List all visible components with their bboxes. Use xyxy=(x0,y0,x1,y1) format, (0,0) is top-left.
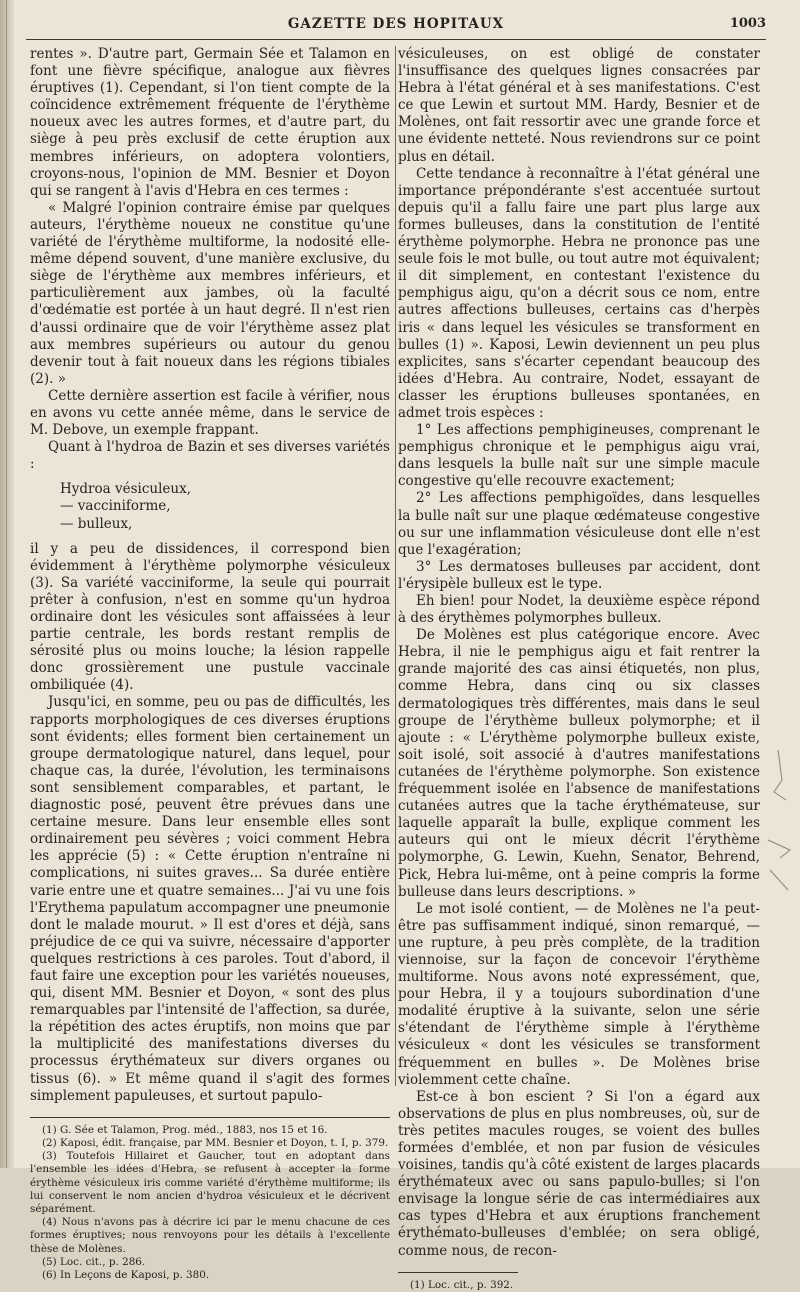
list-item: — bulleux, xyxy=(60,515,133,532)
column-divider xyxy=(395,46,396,1086)
paragraph: rentes ». D'autre part, Germain Sée et Talamon en font une fièvre spécifique, analogue aux fièvres éruptives (1). Cependant, si l'on tient compte de la coïncidence extrêmement fréquente de l'érythème noueux avec les autres formes, et d'autre part, du siège à peu près exclusif de cette éruption aux membres inférieurs, on adoptera volontiers, croyons-nous, l'opinion de MM. Besnier et Doyon qui se rangent à l'avis d'Hebra en ces termes : xyxy=(30,46,390,199)
footnotes xyxy=(398,1279,760,1292)
page-number: 1003 xyxy=(729,16,766,31)
paragraph: Eh bien! pour Nodet, la deuxième espèce répond à des érythèmes polymorphes bulleux. xyxy=(398,593,760,627)
binding-spine xyxy=(0,0,14,1168)
footnote: (4) Nous n'avons pas à décrire ici par le menu chacune de ces formes éruptives; nous renvoyons pour les détails à l'excellente thèse de Molènes. xyxy=(30,1216,390,1255)
footnote-rule xyxy=(398,1272,518,1273)
paragraph: Jusqu'ici, en somme, peu ou pas de difficultés, les rapports morphologiques de ces diverses éruptions sont évidents; elles forment bien certainement un groupe dermatologique naturel, dans lequel, pour chaque cas, la durée, l'évolution, les terminaisons sont sensiblement comparables, et partant, le diagnostic posé, peuvent être prévues dans une certaine mesure. Dans leur ensemble elles sont ordinairement peu sévères ; voici comment Hebra les apprécie (5) : « Cette éruption n'entraîne ni complications, ni suites graves... Sa durée entière varie entre une et quatre semaines... J'ai vu une fois l'Erythema papulatum accompagner une pneumonie dont le malade mourut. » Il est d'ores et déjà, sans préjudice de ce qui va suivre, nécessaire d'apporter quelques restrictions à ces paroles. Tout d'abord, il faut faire une exception pour les variétés noueuses, qui, disent MM. Besnier et Doyon, « sont des plus remarquables par l'intensité de l'affection, sa durée, la répétition des actes éruptifs, non moins que par la multiplicité des manifestations diverses du processus érythémateux sur divers organes ou tissus (6). » Et même quand il s'agit des formes simplement papuleuses, et surtout papulo- xyxy=(30,694,390,1104)
binding-line xyxy=(6,0,7,1168)
footnote: (1) G. Sée et Talamon, Prog. méd., 1883, nos 15 et 16. xyxy=(42,1123,328,1136)
left-column xyxy=(30,46,390,1282)
margin-pencil-marks xyxy=(760,740,798,900)
footnote: (2) Kaposi, édit. française, par MM. Besnier et Doyon, t. I, p. 379. xyxy=(42,1136,389,1149)
paragraph: il y a peu de dissidences, il correspond bien évidemment à l'érythème polymorphe vésiculeux (3). Sa variété vacciniforme, la seule qui pourrait prêter à confusion, n'est en somme qu'un hydroa ordinaire dont les vésicules sont affaissées à leur partie centrale, les bords restant remplis de sérosité plus ou moins louche; la lésion rappelle donc grossièrement une pustule vaccinale ombiliquée (4). xyxy=(30,540,390,694)
paragraph: 1° Les affections pemphigineuses, comprenant le pemphigus chronique et le pemphigus aigu vrai, dans lesquels la bulle naît sur une simple macule congestive qu'elle recouvre exactement; xyxy=(398,422,760,490)
paragraph: 3° Les dermatoses bulleuses par accident, dont l'érysipèle bulleux est le type. xyxy=(398,558,760,592)
journal-title: GAZETTE DES HOPITAUX xyxy=(287,16,505,32)
paragraph: Cette dernière assertion est facile à vérifier, nous en avons vu cette année même, dans le service de M. Debove, un exemple frappant. xyxy=(30,387,390,439)
footnote: (5) Loc. cit., p. 286. xyxy=(42,1255,146,1268)
header-rule xyxy=(26,39,766,40)
paragraph: « Malgré l'opinion contraire émise par quelques auteurs, l'érythème noueux ne constitue qu'une variété de l'érythème multiforme, la nodosité elle-même dépend souvent, d'une manière exclusive, du siège de l'érythème aux membres inférieurs, et particulièrement aux jambes, où la faculté d'œdématie est portée à un haut degré. Il n'est rien d'aussi ordinaire que de voir l'érythème assez plat aux membres supérieurs ou autour du genou devenir tout à fait noueux dans les régions tibiales (2). » xyxy=(30,199,390,387)
paragraph: Cette tendance à reconnaître à l'état général une importance prépondérante s'est accentuée surtout depuis qu'il a fallu faire une part plus large aux formes bulleuses, dans la constitution de l'entité érythème polymorphe. Hebra ne prononce pas une seule fois le mot bulle, ou tout autre mot équivalent; il dit simplement, en contestant l'existence du pemphigus aigu, qu'on a décrit sous ce nom, entre autres affections bulleuses, certains cas d'herpès iris « dans lequel les vésicules se transforment en bulles (1) ». Kaposi, Lewin deviennent un peu plus explicites, sans s'écarter cependant beaucoup des idées d'Hebra. Au contraire, Nodet, essayant de classer les éruptions bulleuses spontanées, en admet trois espèces : xyxy=(398,165,760,421)
footnote: (3) Toutefois Hillairet et Gaucher, tout en adoptant dans l'ensemble les idées d'Hebra, se refusent à accepter la forme érythème vésiculeux iris comme variété d'érythème multiforme; ils lui conservent le nom ancien d'hydroa vésiculeux et le décrivent séparément. xyxy=(30,1150,390,1215)
paragraph: Le mot isolé contient, — de Molènes ne l'a peut-être pas suffisamment indiqué, sinon remarqué, — une rupture, à peu près complète, de la tradition viennoise, sur la façon de concevoir l'érythème multiforme. Nous avons noté expressément, que, pour Hebra, il y a toujours subordination d'une modalité éruptive à la suivante, selon une série s'étendant de l'érythème simple à l'érythème vésiculeux « dont les vésicules se transforment fréquemment en bulles ». De Molènes brise violemment cette chaîne. xyxy=(398,900,760,1088)
footnotes xyxy=(30,1124,390,1282)
page-header xyxy=(26,14,766,36)
paragraph: De Molènes est plus catégorique encore. Avec Hebra, il nie le pemphigus aigu et fait rentrer la grande majorité des cas ainsi étiquetés, non plus, comme Hebra, dans cinq ou six classes dermatologiques très différentes, mais dans le seul groupe de l'érythème bulleux polymorphe; et il ajoute : « L'érythème polymorphe bulleux existe, soit isolé, soit associé à d'autres manifestations cutanées de l'érythème polymorphe. Son existence fréquemment isolée en l'absence de manifestations cutanées autres que la tache érythémateuse, sur laquelle apparaît la bulle, explique comment les auteurs qui ont le mieux décrit l'érythème polymorphe, G. Lewin, Kuehn, Senator, Behrend, Pick, Hebra lui-même, ont à peine compris la forme bulleuse dans leurs descriptions. » xyxy=(398,627,760,900)
paragraph: Est-ce à bon escient ? Si l'on a égard aux observations de plus en plus nombreuses, où, sur de très petites macules rouges, se voient des bulles formées d'emblée, et non par fusion de vésicules voisines, tandis qu'à côté existent de larges placards érythémateux avec ou sans papulo-bulles; si l'on envisage la longue série de cas intermédiaires aux cas types d'Hebra et aux éruptions franchement érythémato-bulleuses d'emblée; on sera obligé, comme nous, de recon- xyxy=(398,1088,760,1259)
list-item: — vacciniforme, xyxy=(60,498,171,515)
footnote-rule xyxy=(30,1117,390,1118)
hydroa-list xyxy=(60,481,390,532)
footnote: (1) Loc. cit., p. 392. xyxy=(410,1278,514,1291)
paragraph: Quant à l'hydroa de Bazin et ses diverses variétés : xyxy=(30,439,390,473)
right-column xyxy=(398,46,760,1292)
paragraph: 2° Les affections pemphigoïdes, dans lesquelles la bulle naît sur une plaque œdémateuse congestive ou sur une inflammation vésiculeuse dont elle n'est que l'exagération; xyxy=(398,490,760,558)
paragraph: vésiculeuses, on est obligé de constater l'insuffisance des quelques lignes consacrées par Hebra à l'état général et à ses manifestations. C'est ce que Lewin et surtout MM. Hardy, Besnier et de Molènes, ont fait ressortir avec une grande force et une évidente netteté. Nous reviendrons sur ce point plus en détail. xyxy=(398,46,760,165)
footnote: (6) In Leçons de Kaposi, p. 380. xyxy=(42,1268,210,1281)
list-item: Hydroa vésiculeux, xyxy=(60,481,191,498)
